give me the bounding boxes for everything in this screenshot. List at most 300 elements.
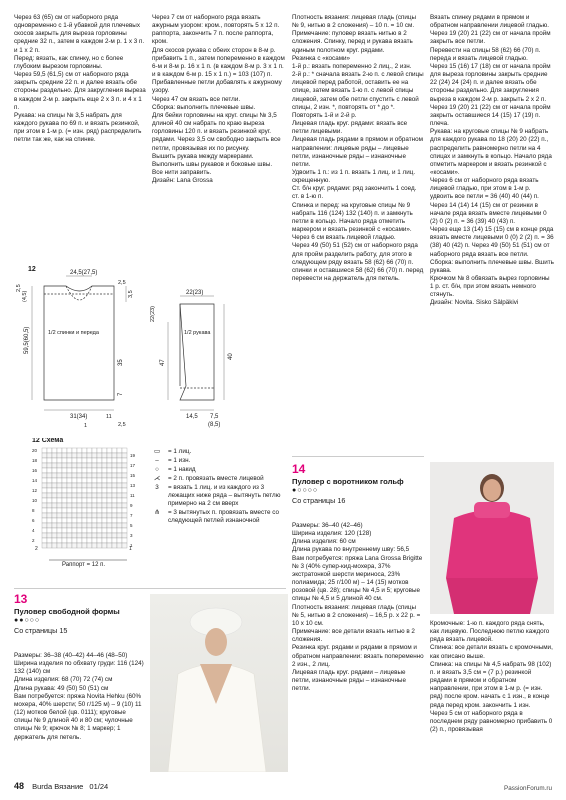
- chart-cell: [82, 513, 87, 518]
- chart-cell: [92, 508, 97, 513]
- chart-cell: [122, 448, 127, 453]
- chart-cell: [52, 463, 57, 468]
- chart-cell: [97, 528, 102, 533]
- chart-cell: [67, 503, 72, 508]
- chart-cell: [77, 533, 82, 538]
- chart-cell: [42, 543, 47, 548]
- chart-cell: [92, 463, 97, 468]
- chart-cell: [92, 488, 97, 493]
- chart-cell: [112, 493, 117, 498]
- legend-item: [150, 466, 286, 474]
- chart-cell: [62, 503, 67, 508]
- chart-cell: [82, 493, 87, 498]
- chart-cell: [52, 533, 57, 538]
- dim-3-5: 3,5: [128, 290, 134, 298]
- chart-cell: [112, 483, 117, 488]
- chart-cell: [77, 468, 82, 473]
- chart-cell: [122, 463, 127, 468]
- chart-edge-left: 2: [35, 546, 38, 552]
- chart-cell: [112, 463, 117, 468]
- chart-cell: [102, 528, 107, 533]
- dim-14-5: 14,5: [186, 414, 198, 420]
- section-14-title: Пуловер с воротником гольф: [292, 477, 404, 486]
- chart-cell: [62, 448, 67, 453]
- chart-cell: [122, 458, 127, 463]
- chart-cell: [62, 528, 67, 533]
- chart-cell: [87, 528, 92, 533]
- dim-sleeve-h: 22(23): [150, 306, 156, 322]
- chart-row-label: 11: [130, 493, 135, 498]
- chart-row-label: 12: [32, 488, 38, 493]
- chart-cell: [107, 513, 112, 518]
- chart-cell: [57, 528, 62, 533]
- chart-cell: [87, 458, 92, 463]
- dim-7-5: 7,5: [210, 414, 219, 420]
- chart-cell: [57, 453, 62, 458]
- chart-cell: [72, 503, 77, 508]
- chart-cell: [67, 483, 72, 488]
- chart-cell: [117, 468, 122, 473]
- chart-row-label: 3: [130, 533, 133, 538]
- dim-height-total: 59,5(60,5): [24, 326, 30, 354]
- photo-pink-sweater: [430, 462, 554, 614]
- chart-cell: [52, 483, 57, 488]
- chart-cell: [97, 448, 102, 453]
- chart-cell: [102, 508, 107, 513]
- legend-symbol: 3: [155, 484, 159, 491]
- chart-cell: [57, 458, 62, 463]
- chart-cell: [112, 533, 117, 538]
- chart-cell: [87, 473, 92, 478]
- chart-cell: [117, 488, 122, 493]
- chart-cell: [107, 518, 112, 523]
- chart-cell: [117, 453, 122, 458]
- chart-cell: [97, 518, 102, 523]
- chart-cell: [62, 543, 67, 548]
- chart-cell: [112, 478, 117, 483]
- chart-cell: [87, 488, 92, 493]
- chart-cell: [72, 538, 77, 543]
- chart-cell: [42, 538, 47, 543]
- section-13-ref: Со страницы 15: [14, 626, 68, 635]
- chart-cell: [107, 488, 112, 493]
- chart-cell: [52, 538, 57, 543]
- chart-cell: [102, 483, 107, 488]
- chart-cell: [47, 448, 52, 453]
- chart-row-label: 5: [130, 523, 133, 528]
- chart-cell: [52, 488, 57, 493]
- chart-cell: [112, 473, 117, 478]
- chart-cell: [72, 543, 77, 548]
- chart-cell: [52, 478, 57, 483]
- chart-cell: [52, 473, 57, 478]
- section-14-divider: [292, 456, 424, 457]
- chart-cell: [57, 448, 62, 453]
- chart-cell: [102, 518, 107, 523]
- chart-row-label: 18: [32, 458, 38, 463]
- chart-cell: [87, 503, 92, 508]
- chart-cell: [82, 523, 87, 528]
- chart-cell: [42, 468, 47, 473]
- chart-cell: [122, 528, 127, 533]
- chart-cell: [82, 518, 87, 523]
- column-4-text: Вязать спинку рядами в прямом и обратном направлении лицевой гладью. Через 19 (20) 21 (22) см от начала пройм закрыть все петли. Перевести на спицы 58 (62) 66 (70) п. переда и вязать лицевой гладью. Через 15 (16) 17 (18) см от начала пройм для выреза горловины закрыть средние 22 (24) 24 (24) п. и далее вязать обе стороны раздельно. Для закругления выреза в каждом 2-м р. закрыть 2 х 2 п. Через 19 (20) 21 (22) см от начала пройм закрыть оставшиеся 14 (15) 17 (19) п. плеча. Рукава: на круговые спицы № 9 набрать для каждого рукава по 18 (20) 20 (22) п., распределить равномерно петли на 4 спицах и замкнуть в кольцо. Начало ряда отметить маркером и вязать резинкой с «косами». Через 6 см от наборного ряда вязать лицевой гладью, при этом в 1-м р. удвоить все петли = 36 (40) 40 (44) п. Через 14 (14) 14 (15) см от резинки в начале ряда вязать вместе лицевыми 0 (2) 0 (2) п. = 36 (39) 40 (43) п. Через еще 13 (14) 15 (15) см в конце ряда вязать вместе лицевыми 0 (0) 2 (2) п. = 36 (38) 40 (42) п. Через 49 (50) 51 (51) см от наборного ряда вязать все петли. Сборка: выполнить плечевые швы. Вшить рукава. Крючком № 8 обвязать вырез горловины 1 р. ст. б/н, при этом вязать немного стянуть. Дизайн: Novita. Sisko Sälpäkivi: [430, 14, 554, 307]
- dim-2-5b: 2,5: [118, 280, 126, 286]
- footer: [14, 781, 108, 791]
- legend-item: [150, 457, 286, 465]
- chart-cell: [112, 518, 117, 523]
- chart-cell: [107, 458, 112, 463]
- chart-cell: [87, 483, 92, 488]
- chart-cell: [107, 528, 112, 533]
- chart-cell: [82, 468, 87, 473]
- chart-cell: [107, 538, 112, 543]
- chart-cell: [77, 478, 82, 483]
- chart-cell: [112, 513, 117, 518]
- legend-item: [150, 448, 286, 456]
- chart-cell: [72, 498, 77, 503]
- chart-cell: [122, 468, 127, 473]
- chart-row-label: 20: [32, 448, 38, 453]
- chart-cell: [67, 473, 72, 478]
- chart-cell: [72, 493, 77, 498]
- dim-2-5c: 2,5: [118, 422, 126, 428]
- chart-cell: [62, 473, 67, 478]
- chart-cell: [62, 478, 67, 483]
- chart-cell: [102, 498, 107, 503]
- chart-cell: [87, 493, 92, 498]
- chart-cell: [82, 463, 87, 468]
- legend-text: = вязать 1 лиц. и из каждого из 3 лежащих ниже ряда – вытянуть петлю примерно на 2 см вверх: [168, 484, 281, 507]
- chart-cell: [77, 473, 82, 478]
- chart-cell: [72, 458, 77, 463]
- chart-cell: [97, 533, 102, 538]
- legend-symbol: ▭: [154, 448, 160, 455]
- dim-11: 11: [106, 414, 112, 420]
- chart-cell: [87, 533, 92, 538]
- chart-cell: [47, 503, 52, 508]
- chart-cell: [87, 463, 92, 468]
- chart-cell: [107, 468, 112, 473]
- chart-cell: [47, 478, 52, 483]
- watermark: PassionForum.ru: [504, 785, 552, 792]
- chart-cell: [77, 543, 82, 548]
- dim-8-5: (8,5): [208, 422, 221, 428]
- chart-cell: [112, 508, 117, 513]
- chart-row-label: 8: [32, 508, 35, 513]
- chart-cell: [92, 538, 97, 543]
- chart-cell: [82, 453, 87, 458]
- chart-cell: [107, 523, 112, 528]
- chart-cell: [112, 488, 117, 493]
- chart-cell: [42, 518, 47, 523]
- chart-cell: [72, 483, 77, 488]
- chart-cell: [97, 473, 102, 478]
- chart-legend: [150, 448, 286, 526]
- chart-cell: [57, 493, 62, 498]
- chart-cell: [67, 493, 72, 498]
- sleeve-outline: [180, 304, 214, 400]
- chart-cell: [97, 523, 102, 528]
- chart-cell: [52, 513, 57, 518]
- chart-cell: [77, 458, 82, 463]
- chart-cell: [97, 503, 102, 508]
- chart-cell: [72, 463, 77, 468]
- chart-cell: [77, 488, 82, 493]
- chart-cell: [52, 498, 57, 503]
- dim-1: 1: [84, 423, 88, 429]
- chart-cell: [97, 538, 102, 543]
- dim-sleeve-top: 22(23): [186, 290, 204, 296]
- chart-cell: [62, 533, 67, 538]
- chart-grid: [42, 448, 127, 548]
- chart-cell: [117, 508, 122, 513]
- chart-cell: [122, 488, 127, 493]
- chart-cell: [92, 533, 97, 538]
- chart-cell: [42, 488, 47, 493]
- chart-cell: [42, 533, 47, 538]
- chart-cell: [42, 523, 47, 528]
- chart-cell: [97, 478, 102, 483]
- section-14-ref: Со страницы 16: [292, 496, 346, 505]
- chart-row-label: 17: [130, 463, 136, 468]
- chart-cell: [87, 513, 92, 518]
- chart-cell: [77, 523, 82, 528]
- chart-cell: [42, 508, 47, 513]
- legend-symbol: –: [155, 457, 159, 464]
- chart-cell: [82, 528, 87, 533]
- chart-cell: [92, 468, 97, 473]
- chart-cell: [77, 448, 82, 453]
- chart-cell: [52, 528, 57, 533]
- chart-cell: [47, 458, 52, 463]
- chart-cell: [122, 518, 127, 523]
- chart-row-label: 6: [32, 518, 35, 523]
- dim-47: 47: [160, 359, 166, 366]
- chart-cell: [82, 498, 87, 503]
- chart-cell: [117, 533, 122, 538]
- chart-cell: [57, 468, 62, 473]
- chart-cell: [47, 488, 52, 493]
- chart-cell: [102, 503, 107, 508]
- chart-cell: [97, 543, 102, 548]
- chart-cell: [77, 538, 82, 543]
- chart-cell: [47, 483, 52, 488]
- chart-cell: [102, 543, 107, 548]
- column-4-bottom: Кромочные: 1-ю п. каждого ряда снять, как лицевую. Последнюю петлю каждого ряда вязать лицевой. Спинка: все детали вязать с кромочными, как описано выше. Спинка: на спицы № 4,5 набрать 98 (102) п. и вязать 3,5 см = (7 р.) резинкой рядами в прямом и обратном направлении, при этом в 1-м р. (= изн. ряд) после кром. начать с 1 изн., в конце ряда перед кром. закончить 1 изн. Через 5 см от наборного ряда в последнем ряду равномерно прибавить 0 (2) п., провязывая: [430, 620, 553, 734]
- legend-item: [150, 509, 286, 525]
- chart-cell: [87, 468, 92, 473]
- chart-cell: [107, 473, 112, 478]
- chart-cell: [112, 538, 117, 543]
- chart-cell: [122, 538, 127, 543]
- chart-cell: [92, 513, 97, 518]
- chart-cell: [97, 488, 102, 493]
- legend-symbol: ○: [155, 466, 159, 473]
- chart-cell: [92, 503, 97, 508]
- chart-cell: [52, 508, 57, 513]
- chart-cell: [57, 508, 62, 513]
- chart-cell: [72, 528, 77, 533]
- chart-cell: [67, 543, 72, 548]
- chart-row-label: 13: [130, 483, 136, 488]
- chart-cell: [122, 543, 127, 548]
- chart-cell: [117, 458, 122, 463]
- chart-cell: [122, 508, 127, 513]
- chart-cell: [87, 543, 92, 548]
- chart-cell: [57, 503, 62, 508]
- chart-cell: [102, 463, 107, 468]
- column-2-text: Через 7 см от наборного ряда вязать ажурным узором: кром., повторять 5 х 12 п. раппорта, закончить 7 п. после раппорта, кром. Для скосов рукава с обеих сторон в 8-м р. прибавить 1 п., затем попеременно в каждом 6-м и 8-м р. 16 х 1 п. (в каждом 8-м р. 3 х 1 п. и в каждом 6-м р. 15 х 1 п.) = 103 (107) п. Прибавленные петли добавлять к ажурному узору. Через 47 см вязать все петли. Сборка: выполнить плечевые швы. Для бейки горловины на круг. спицы № 3,5 длиной 40 см набрать по краю выреза горловины 120 п. и вязать резинкой круг. рядами. Через 3,5 см свободно закрыть все петли, провязывая их по рисунку. Вышить рукава между маркерами. Выполнить швы рукавов и боковые швы. Все нити заправить. Дизайн: Lana Grossa: [152, 14, 285, 185]
- chart-cell: [67, 513, 72, 518]
- chart-cell: [112, 528, 117, 533]
- chart-cell: [47, 498, 52, 503]
- chart-cell: [82, 533, 87, 538]
- difficulty-dots: ●○○○○: [292, 487, 319, 494]
- chart-cell: [107, 543, 112, 548]
- chart-cell: [122, 513, 127, 518]
- dim-2-5a: 2,5: [16, 284, 22, 292]
- chart-cell: [102, 488, 107, 493]
- chart-cell: [67, 453, 72, 458]
- chart-cell: [117, 543, 122, 548]
- chart-cell: [57, 483, 62, 488]
- chart-cell: [107, 498, 112, 503]
- legend-text: = 1 изн.: [168, 457, 191, 464]
- chart-cell: [92, 478, 97, 483]
- chart-cell: [47, 493, 52, 498]
- section-13-title: Пуловер свободной формы: [14, 607, 120, 616]
- chart-cell: [52, 458, 57, 463]
- chart-cell: [72, 478, 77, 483]
- chart-cell: [82, 543, 87, 548]
- chart-cell: [112, 453, 117, 458]
- chart-cell: [72, 508, 77, 513]
- chart-cell: [72, 513, 77, 518]
- section-13-body: Размеры: 36–38 (40–42) 44–46 (48–50) Ширина изделия по обхвату груди: 116 (124) 132 (140) см Длина изделия: 68 (70) 72 (74) см Длина рукава: 49 (50) 50 (51) см Вам потребуется: пряжа Novita Hehku (60% мохера, 40% шерсти; 50 г/125 м) – 9 (10) 11 (12) мотков белой (цв. 0111); круговые спицы № 9 длиной 40 и 80 см; чулочные спицы № 9; крючок № 8; 1 маркер; 1 держатель для петель.: [14, 652, 144, 741]
- dim-width-bottom: 31(34): [70, 414, 88, 420]
- column-1-text: Через 63 (65) см от наборного ряда одновременно с 1-й убавкой для плечевых скосов закрыть для выреза горловины средние 32 п., затем в каждом 2-м р. 1 х 3 п. и 1 х 2 п. Перед: вязать, как спинку, но с более глубоким вырезом горловины. Через 59,5 (61,5) см от наборного ряда закрыть средние 22 п. и далее вязать обе стороны раздельно. Для закругления выреза в каждом 2-м р. закрыть еще 2 х 3 п. и 4 х 1 п. Рукава: на спицы № 3,5 набрать для каждого рукава по 69 п. и вязать резинкой, при этом в 1-м р. (= изн. ряд) распределить петли так же, как на спинке.: [14, 14, 146, 144]
- chart-cell: [67, 468, 72, 473]
- chart-cell: [107, 463, 112, 468]
- chart-cell: [87, 508, 92, 513]
- dim-7: 7: [118, 392, 124, 396]
- difficulty-dots: ●●○○○: [14, 617, 41, 624]
- pattern-schematic: [14, 262, 286, 438]
- chart-cell: [97, 468, 102, 473]
- chart-cell: [107, 478, 112, 483]
- chart-cell: [67, 458, 72, 463]
- chart-cell: [67, 463, 72, 468]
- chart-cell: [47, 523, 52, 528]
- dim-35: 35: [118, 359, 124, 366]
- chart-cell: [52, 518, 57, 523]
- chart-cell: [82, 488, 87, 493]
- chart-cell: [112, 523, 117, 528]
- chart-cell: [97, 483, 102, 488]
- chart-cell: [87, 498, 92, 503]
- chart-cell: [42, 473, 47, 478]
- chart-cell: [52, 448, 57, 453]
- chart-cell: [112, 543, 117, 548]
- chart-cell: [122, 453, 127, 458]
- chart-cell: [57, 523, 62, 528]
- chart-cell: [77, 528, 82, 533]
- chart-cell: [102, 533, 107, 538]
- chart-cell: [52, 523, 57, 528]
- chart-cell: [62, 463, 67, 468]
- chart-cell: [62, 518, 67, 523]
- chart-row-label: 2: [32, 538, 35, 543]
- chart-cell: [117, 518, 122, 523]
- chart-cell: [42, 498, 47, 503]
- chart-cell: [72, 468, 77, 473]
- chart-cell: [57, 488, 62, 493]
- chart-cell: [112, 498, 117, 503]
- chart-cell: [47, 513, 52, 518]
- chart-cell: [52, 493, 57, 498]
- section-13-divider: [14, 588, 286, 589]
- chart-cell: [52, 468, 57, 473]
- chart-cell: [117, 463, 122, 468]
- chart-cell: [102, 458, 107, 463]
- issue-number: 01/24: [89, 782, 109, 791]
- chart-cell: [102, 453, 107, 458]
- chart-cell: [67, 518, 72, 523]
- chart-cell: [112, 448, 117, 453]
- chart-cell: [92, 528, 97, 533]
- chart-cell: [67, 448, 72, 453]
- chart-cell: [92, 483, 97, 488]
- chart-cell: [42, 493, 47, 498]
- chart-cell: [92, 448, 97, 453]
- chart-cell: [97, 453, 102, 458]
- chart-cell: [52, 453, 57, 458]
- chart-cell: [107, 493, 112, 498]
- chart-cell: [42, 513, 47, 518]
- chart-row-label: 16: [32, 468, 38, 473]
- chart-cell: [117, 448, 122, 453]
- section-13-header: [14, 592, 146, 635]
- chart-cell: [47, 533, 52, 538]
- chart-row-label: 14: [32, 478, 38, 483]
- dim-4-5: (4,5): [22, 290, 28, 302]
- chart-cell: [102, 468, 107, 473]
- chart-cell: [102, 478, 107, 483]
- chart-cell: [42, 463, 47, 468]
- chart-cell: [107, 483, 112, 488]
- chart-cell: [67, 498, 72, 503]
- chart-cell: [77, 463, 82, 468]
- chart-cell: [47, 473, 52, 478]
- chart-cell: [117, 538, 122, 543]
- chart-row-label: 9: [130, 503, 133, 508]
- chart-cell: [97, 458, 102, 463]
- legend-symbol: ⋔: [154, 509, 160, 516]
- chart-cell: [62, 513, 67, 518]
- chart-cell: [62, 453, 67, 458]
- chart-cell: [62, 488, 67, 493]
- chart-cell: [57, 533, 62, 538]
- chart-cell: [107, 448, 112, 453]
- chart-cell: [42, 503, 47, 508]
- chart-row-label: 19: [130, 453, 136, 458]
- legend-item: [150, 475, 286, 483]
- chart-cell: [47, 528, 52, 533]
- chart-cell: [62, 483, 67, 488]
- chart-cell: [57, 518, 62, 523]
- magazine-title: Burda Вязание: [32, 782, 84, 791]
